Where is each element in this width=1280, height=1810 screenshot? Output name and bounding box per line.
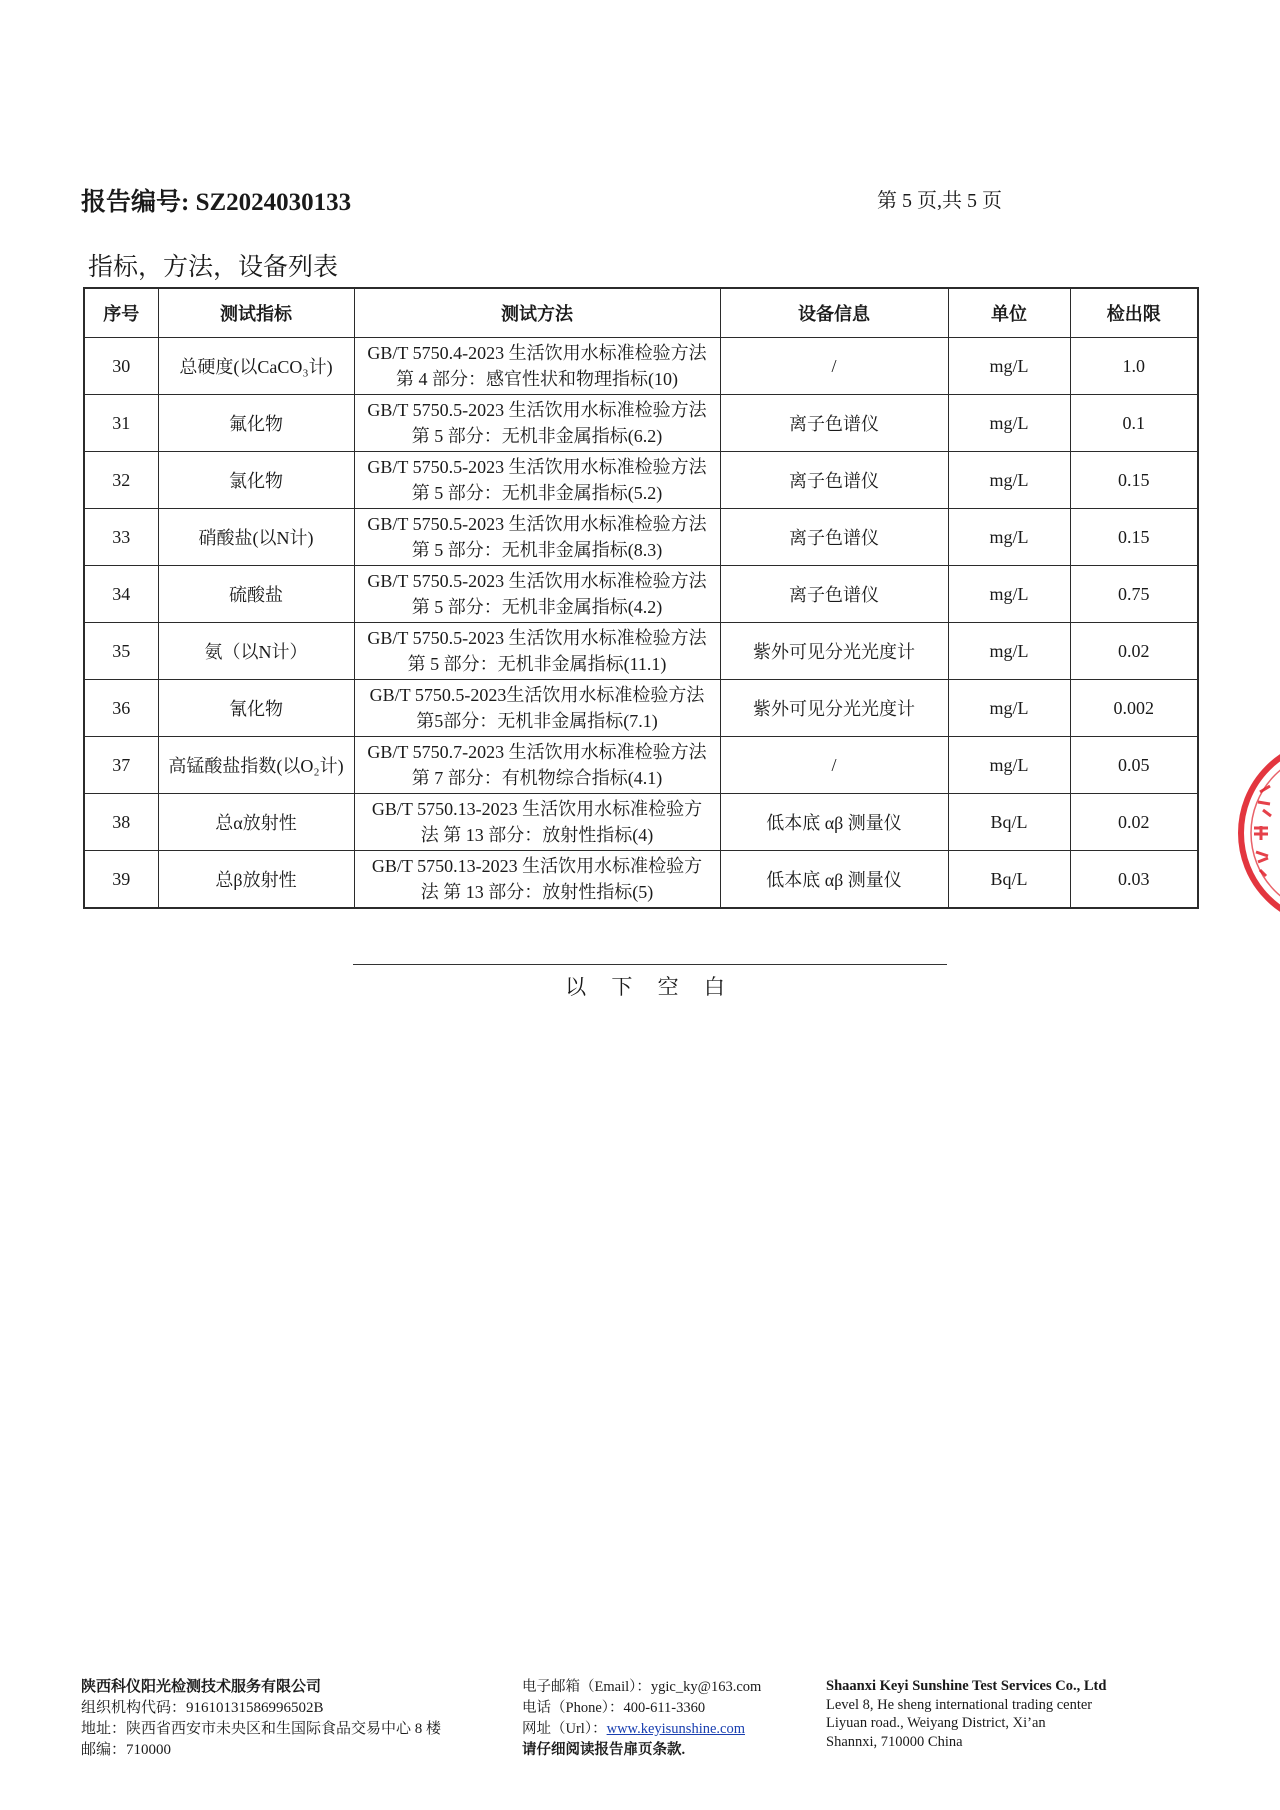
cell-indicator: 高锰酸盐指数(以O₂计) <box>158 737 354 794</box>
method-line-2: 第 4 部分：感官性状和物理指标(10) <box>396 369 678 389</box>
cell-unit: Bq/L <box>948 851 1070 909</box>
cell-unit: mg/L <box>948 566 1070 623</box>
footer-company-info <box>81 1677 441 1761</box>
cell-detection-limit: 0.15 <box>1070 452 1198 509</box>
cell-equipment: 离子色谱仪 <box>720 566 948 623</box>
cell-equipment: 紫外可见分光光度计 <box>720 680 948 737</box>
method-line-1: GB/T 5750.13-2023 生活饮用水标准检验方 <box>371 856 703 876</box>
cell-unit: mg/L <box>948 395 1070 452</box>
footer-org-code: 组织机构代码：91610131586996502B <box>81 1700 324 1716</box>
table-row <box>84 338 1198 395</box>
table-row <box>84 509 1198 566</box>
column-header-equipment: 设备信息 <box>720 288 948 338</box>
cell-method <box>354 452 720 509</box>
table-row <box>84 794 1198 851</box>
cell-no: 30 <box>84 338 158 395</box>
method-line-2: 第 7 部分：有机物综合指标(4.1) <box>411 768 663 788</box>
footer-postcode: 邮编：710000 <box>81 1742 172 1758</box>
cell-no: 34 <box>84 566 158 623</box>
method-line-2: 法 第 13 部分：放射性指标(4) <box>420 825 654 845</box>
cell-indicator: 硝酸盐(以N计) <box>158 509 354 566</box>
footer-address-en-line-3: Shannxi, 710000 China <box>826 1733 963 1750</box>
table-row <box>84 737 1198 794</box>
cell-equipment: 离子色谱仪 <box>720 452 948 509</box>
cell-indicator: 氟化物 <box>158 395 354 452</box>
cell-detection-limit: 1.0 <box>1070 338 1198 395</box>
cell-no: 35 <box>84 623 158 680</box>
method-line-2: 法 第 13 部分：放射性指标(5) <box>420 882 654 902</box>
cell-equipment: 离子色谱仪 <box>720 509 948 566</box>
footer-address-cn: 地址：陕西省西安市未央区和生国际食品交易中心 8 楼 <box>81 1721 442 1737</box>
cell-unit: mg/L <box>948 338 1070 395</box>
cell-indicator: 氯化物 <box>158 452 354 509</box>
method-line-2: 第 5 部分：无机非金属指标(5.2) <box>411 483 663 503</box>
table-row <box>84 680 1198 737</box>
cell-unit: mg/L <box>948 680 1070 737</box>
section-title: 指标，方法，设备列表 <box>88 254 339 281</box>
method-line-2: 第5部分：无机非金属指标(7.1) <box>416 711 658 731</box>
method-line-2: 第 5 部分：无机非金属指标(6.2) <box>411 426 663 446</box>
column-header-method: 测试方法 <box>354 288 720 338</box>
end-divider <box>353 964 947 965</box>
column-header-no: 序号 <box>84 288 158 338</box>
cell-equipment: 离子色谱仪 <box>720 395 948 452</box>
table-header-row <box>84 288 1198 338</box>
cell-method <box>354 623 720 680</box>
method-line-2: 第 5 部分：无机非金属指标(8.3) <box>411 540 663 560</box>
method-line-1: GB/T 5750.5-2023生活饮用水标准检验方法 <box>369 685 705 705</box>
cell-equipment: 低本底 αβ 测量仪 <box>720 794 948 851</box>
cell-indicator: 总硬度(以CaCO₃计) <box>158 338 354 395</box>
cell-indicator: 氰化物 <box>158 680 354 737</box>
cell-indicator: 总α放射性 <box>158 794 354 851</box>
cell-method <box>354 737 720 794</box>
column-header-unit: 单位 <box>948 288 1070 338</box>
footer-contact-info <box>522 1677 761 1761</box>
cell-equipment: / <box>720 338 948 395</box>
column-header-detection-limit: 检出限 <box>1070 288 1198 338</box>
table-row <box>84 452 1198 509</box>
column-header-indicator: 测试指标 <box>158 288 354 338</box>
cell-no: 38 <box>84 794 158 851</box>
page-indicator: 第 5 页,共 5 页 <box>877 190 1002 212</box>
blank-below-note: 以 下 空 白 <box>565 975 735 999</box>
indicator-method-equipment-table <box>83 287 1199 909</box>
table-row <box>84 851 1198 909</box>
footer-website-label: 网址（Url）： <box>522 1721 607 1737</box>
method-line-2: 第 5 部分：无机非金属指标(11.1) <box>407 654 667 674</box>
official-seal-icon <box>1230 730 1280 940</box>
method-line-1: GB/T 5750.5-2023 生活饮用水标准检验方法 <box>367 457 707 477</box>
cell-method <box>354 851 720 909</box>
cell-method <box>354 395 720 452</box>
cell-no: 33 <box>84 509 158 566</box>
table-row <box>84 623 1198 680</box>
method-line-1: GB/T 5750.13-2023 生活饮用水标准检验方 <box>371 799 703 819</box>
cell-detection-limit: 0.02 <box>1070 623 1198 680</box>
method-line-1: GB/T 5750.5-2023 生活饮用水标准检验方法 <box>367 514 707 534</box>
cell-detection-limit: 0.002 <box>1070 680 1198 737</box>
cell-detection-limit: 0.02 <box>1070 794 1198 851</box>
method-line-1: GB/T 5750.5-2023 生活饮用水标准检验方法 <box>367 571 707 591</box>
report-number: 报告编号: SZ2024030133 <box>81 189 352 216</box>
cell-detection-limit: 0.15 <box>1070 509 1198 566</box>
footer-address-en-line-2: Liyuan road., Weiyang District, Xi’an <box>826 1715 1046 1731</box>
cell-method <box>354 509 720 566</box>
cell-unit: mg/L <box>948 737 1070 794</box>
cell-indicator: 硫酸盐 <box>158 566 354 623</box>
footer-email: 电子邮箱（Email）：ygic_ky@163.com <box>522 1679 762 1695</box>
cell-method <box>354 338 720 395</box>
cell-no: 31 <box>84 395 158 452</box>
table-row <box>84 566 1198 623</box>
cell-detection-limit: 0.03 <box>1070 851 1198 909</box>
footer-website-row <box>522 1719 761 1740</box>
cell-unit: mg/L <box>948 509 1070 566</box>
footer-notice: 请仔细阅读报告扉页条款. <box>522 1742 686 1758</box>
cell-detection-limit: 0.1 <box>1070 395 1198 452</box>
method-line-2: 第 5 部分：无机非金属指标(4.2) <box>411 597 663 617</box>
footer-company-info-en <box>826 1677 1106 1751</box>
cell-no: 36 <box>84 680 158 737</box>
cell-indicator: 总β放射性 <box>158 851 354 909</box>
cell-equipment: / <box>720 737 948 794</box>
cell-unit: mg/L <box>948 623 1070 680</box>
cell-indicator: 氨（以N计） <box>158 623 354 680</box>
cell-method <box>354 794 720 851</box>
table-row <box>84 395 1198 452</box>
cell-no: 39 <box>84 851 158 909</box>
method-line-1: GB/T 5750.5-2023 生活饮用水标准检验方法 <box>367 400 707 420</box>
cell-no: 37 <box>84 737 158 794</box>
method-line-1: GB/T 5750.7-2023 生活饮用水标准检验方法 <box>367 742 707 762</box>
cell-unit: Bq/L <box>948 794 1070 851</box>
footer-company-name-cn: 陕西科仪阳光检测技术服务有限公司 <box>81 1679 322 1695</box>
cell-method <box>354 566 720 623</box>
cell-detection-limit: 0.75 <box>1070 566 1198 623</box>
footer-company-name-en: Shaanxi Keyi Sunshine Test Services Co., Ltd <box>826 1678 1107 1694</box>
cell-detection-limit: 0.05 <box>1070 737 1198 794</box>
method-line-1: GB/T 5750.4-2023 生活饮用水标准检验方法 <box>367 343 707 363</box>
footer-address-en-line-1: Level 8, He sheng international trading center <box>826 1696 1093 1713</box>
cell-unit: mg/L <box>948 452 1070 509</box>
footer-phone: 电话（Phone）：400-611-3360 <box>522 1700 706 1716</box>
cell-equipment: 低本底 αβ 测量仪 <box>720 851 948 909</box>
cell-method <box>354 680 720 737</box>
cell-no: 32 <box>84 452 158 509</box>
method-line-1: GB/T 5750.5-2023 生活饮用水标准检验方法 <box>367 628 707 648</box>
cell-equipment: 紫外可见分光光度计 <box>720 623 948 680</box>
footer-website-link[interactable]: www.keyisunshine.com <box>606 1721 745 1737</box>
